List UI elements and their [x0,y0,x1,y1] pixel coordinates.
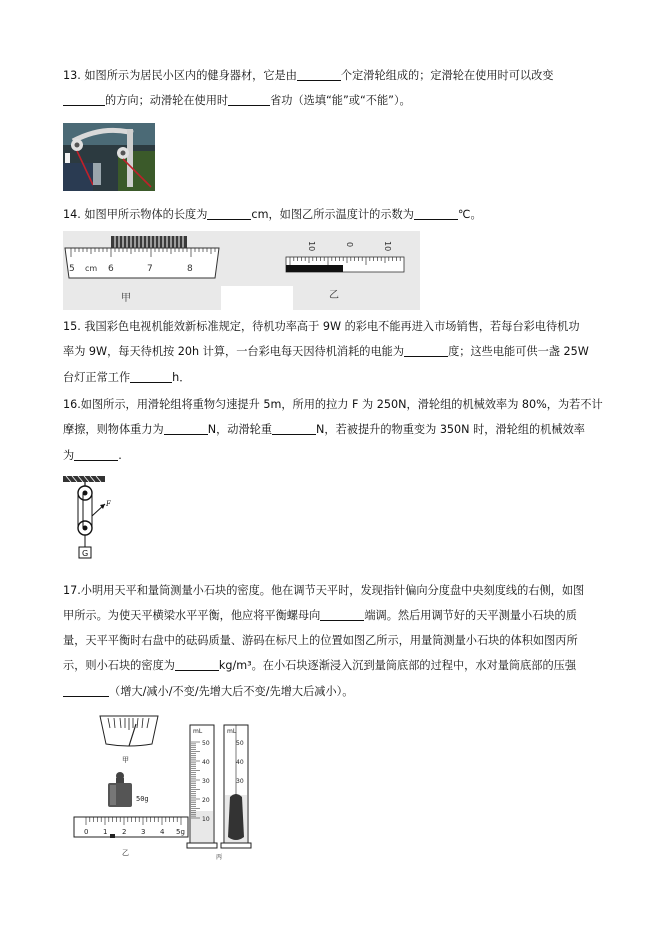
scale-label: 4 [160,828,165,836]
q17-blank2[interactable] [175,659,219,671]
q13-line2: 的方向；动滑轮在使用时 省功（选填“能”或“不能”）。 [63,94,411,108]
weight-and-scale-figure [70,770,190,862]
ruler-tick-label: 6 [108,264,114,274]
q13-blank3[interactable] [228,94,270,106]
q13-line1: 13. 如图所示为居民小区内的健身器材，它是由 个定滑轮组成的；定滑轮在使用时可以改变 [63,69,554,82]
q14-blank2[interactable] [414,208,458,220]
q15-blank2[interactable] [130,371,172,383]
svg-text:30: 30 [236,778,244,785]
q14-line1: 14. 如图甲所示物体的长度为 cm，如图乙所示温度计的示数为 ℃。 [63,208,482,221]
q17-blank1[interactable] [320,609,364,621]
q16-line1: 16.如图所示，用滑轮组将重物匀速提升 5m，所用的拉力 F 为 250N，滑轮组的机械效率为 80%，为若不计 [63,398,603,411]
scale-label: 1 [103,828,108,836]
scale-label: 0 [84,828,89,836]
stone-in-cylinder [228,794,244,840]
q17-line1: 17.小明用天平和量筒测量小石块的密度。他在调节天平时，发现指针偏向分度盘中央刻度线的右侧，如图 [63,584,585,597]
q16-line3: 为 . [63,449,122,462]
fitness-equipment-photo [63,123,155,191]
svg-text:50: 50 [236,740,244,747]
svg-text:50: 50 [202,740,210,747]
svg-text:40: 40 [202,759,210,766]
q15-line2: 率为 9W，每天待机按 20h 计算，一台彩电每天因待机消耗的电能为 度；这些电能可供一盏 25W [63,345,589,358]
q17-line3: 量，天平平衡时右盘中的砝码质量、游码在标尺上的位置如图乙所示，用量筒测量小石块的体积如图丙所 [63,634,578,647]
ruler-tick-label: 7 [147,264,153,274]
q17-blank3[interactable] [63,685,109,697]
figure-caption-yi: 乙 [329,290,339,301]
q15-line1: 15. 我国彩色电视机能效新标准规定，待机功率高于 9W 的彩电不能再进入市场销售，若每台彩电待机功 [63,320,580,333]
ruler-unit-label: cm [85,264,98,273]
scale-label: 5g [176,828,185,836]
q17-line2: 甲所示。为使天平横梁水平平衡，他应将平衡螺母向 端调。然后用调节好的天平测量小石块的质 [63,609,577,622]
svg-text:20: 20 [202,797,210,804]
q15-line3: 台灯正常工作 h． [63,371,191,384]
figure-caption-yi: 乙 [122,849,129,857]
ruler-body [65,248,219,278]
q16-blank3[interactable] [74,449,118,461]
weight-label: 50g [136,795,149,803]
measured-object [111,236,187,248]
thermo-tick-label: 10 [307,241,316,252]
ruler-figure [63,231,221,310]
scale-label: 2 [122,828,127,836]
thermometer-liquid-column [286,265,343,272]
ruler-tick-label: 8 [187,264,193,274]
q13-blank1[interactable] [297,69,341,81]
pulley-system-diagram [63,476,123,572]
scale-label: 3 [141,828,146,836]
ruler-tick-label: 5 [69,264,75,274]
thermo-tick-label: 10 [383,241,392,252]
thermometer-figure [221,231,420,310]
weight-label-g: G [82,549,89,558]
q13-blank2[interactable] [63,94,105,106]
svg-text:30: 30 [202,778,210,785]
q16-blank2[interactable] [272,423,316,435]
figure-caption-jia: 甲 [121,293,131,304]
q15-blank1[interactable] [404,345,448,357]
q16-blank1[interactable] [164,423,208,435]
balance-dial-figure [96,710,162,770]
slider-scale [74,817,188,837]
svg-text:mL: mL [193,728,203,735]
force-label-f: F [106,500,111,508]
graduated-cylinders-figure [186,715,252,863]
svg-text:mL: mL [227,728,237,735]
thermo-tick-label: 0 [345,242,354,248]
q14-blank1[interactable] [207,208,251,220]
svg-text:10: 10 [202,816,210,823]
q17-line5: （增大/减小/不变/先增大后不变/先增大后减小）。 [63,685,353,699]
q16-line2: 摩擦，则物体重力为 N，动滑轮重 N，若被提升的物重变为 350N 时，滑轮组的机械效率 [63,423,585,436]
figure-caption-bing: 丙 [216,854,223,861]
figure-caption-jia: 甲 [122,756,129,764]
svg-text:40: 40 [236,759,244,766]
slider-rider [110,834,115,838]
q17-line4: 示，则小石块的密度为 kg/m³。在小石块逐渐浸入沉到量筒底部的过程中，水对量筒底部的压强 [63,659,577,672]
